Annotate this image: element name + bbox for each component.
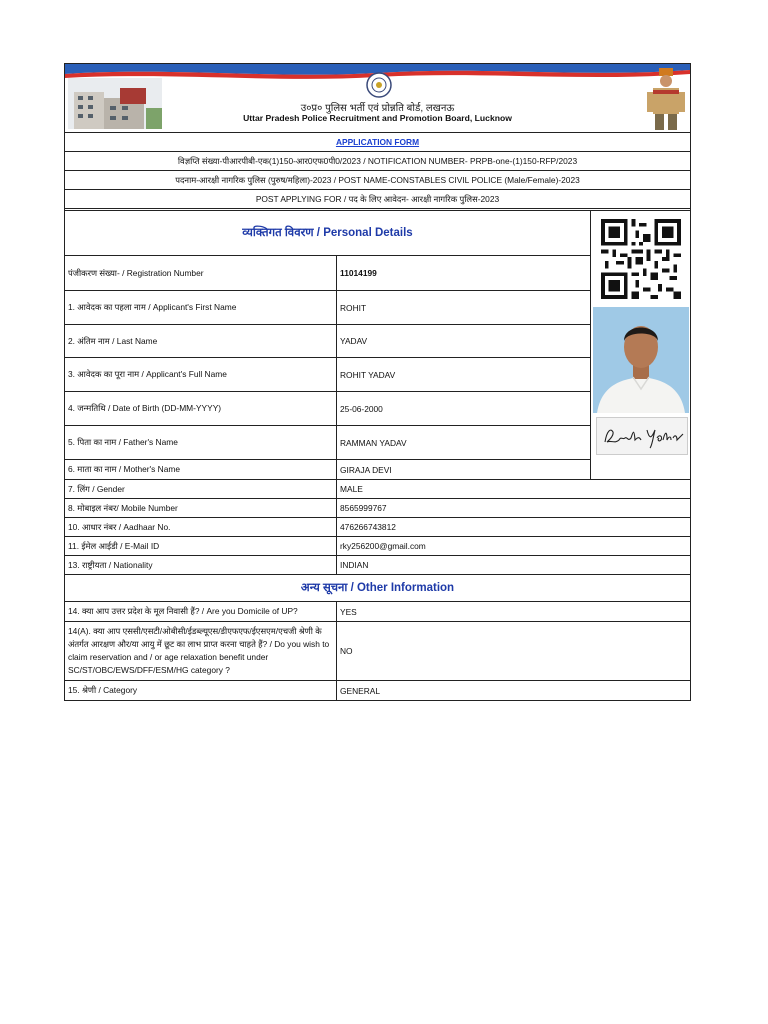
nationality-value: INDIAN: [340, 560, 369, 570]
table-row: [65, 256, 591, 291]
personal-details-grid: [65, 211, 591, 479]
police-emblem-icon: [366, 72, 392, 98]
category-label: 15. श्रेणी / Category: [65, 681, 337, 700]
first-name-value: ROHIT: [340, 302, 367, 313]
police-officer-image: [645, 68, 687, 130]
last-name-label: 2. अंतिम नाम / Last Name: [65, 325, 337, 357]
table-row: [65, 537, 690, 556]
full-name-value: ROHIT YADAV: [340, 369, 396, 380]
aadhaar-value: 476266743812: [340, 522, 396, 532]
form-header: [65, 64, 690, 133]
table-row: [65, 325, 591, 358]
table-row: [65, 499, 690, 518]
domicile-label: 14. क्या आप उत्तर प्रदेश के मूल निवासी हैं? / Are you Domicile of UP?: [65, 602, 337, 621]
category-value: GENERAL: [340, 685, 381, 696]
aadhaar-label: 10. आधार नंबर / Aadhaar No.: [65, 518, 337, 536]
gender-label: 7. लिंग / Gender: [65, 480, 337, 498]
table-row: [65, 426, 591, 460]
qr-code-icon: [599, 219, 683, 299]
other-information-heading: अन्य सूचना / Other Information: [65, 575, 690, 602]
applicant-signature: [596, 417, 688, 455]
notification-number: विज्ञप्ति संख्या-पीआरपीबी-एक(1)150-आर0एफ0पी0/2023 / NOTIFICATION NUMBER- PRPB-one-(1)150-RFP/2023: [65, 152, 690, 171]
table-row: [65, 681, 690, 700]
photo-column: [591, 211, 692, 479]
table-row: [65, 518, 690, 537]
post-name: पदनाम-आरक्षी नागरिक पुलिस (पुरुष/महिला)-2023 / POST NAME-CONSTABLES CIVIL POLICE (Male/Female)-2023: [65, 171, 690, 190]
last-name-value: YADAV: [340, 336, 368, 346]
table-row: [65, 602, 690, 622]
table-row: [65, 291, 591, 325]
registration-number-value: 11014199: [340, 268, 377, 278]
mother-name-value: GIRAJA DEVI: [340, 464, 392, 475]
email-label: 11. ईमेल आईडी / E-Mail ID: [65, 537, 337, 555]
domicile-value: YES: [340, 606, 357, 617]
reservation-claim-label: 14(A). क्या आप एससी/एसटी/ओबीसी/ईडब्ल्यूएस/डीएफएफ/ईएसएम/एचजी श्रेणी के अंतर्गत आरक्षण और/या आयु में छूट का लाभ प्राप्त करना चाहते हैं? / Do you wish to claim reservation and / or age relaxation benefit under SC/ST/OBC/EWS/DFF/ESM/HG category ?: [65, 622, 337, 680]
first-name-label: 1. आवेदक का पहला नाम / Applicant's First Name: [65, 291, 337, 324]
registration-number-label: पंजीकरण संख्या- / Registration Number: [65, 256, 337, 290]
mother-name-label: 6. माता का नाम / Mother's Name: [65, 460, 337, 479]
dob-label: 4. जन्मतिथि / Date of Birth (DD-MM-YYYY): [65, 392, 337, 425]
personal-details-heading: व्यक्तिगत विवरण / Personal Details: [65, 211, 591, 256]
table-row: [65, 556, 690, 575]
header-title-hindi: उ०प्र० पुलिस भर्ती एवं प्रोन्नति बोर्ड, लखनऊ: [300, 103, 455, 114]
nationality-label: 13. राष्ट्रीयता / Nationality: [65, 556, 337, 574]
table-row: [65, 480, 690, 499]
reservation-claim-value: NO: [340, 646, 353, 656]
table-row: [65, 358, 591, 392]
full-name-label: 3. आवेदक का पूरा नाम / Applicant's Full Name: [65, 358, 337, 391]
header-title-english: Uttar Pradesh Police Recruitment and Promotion Board, Lucknow: [243, 113, 512, 123]
form-title: APPLICATION FORM: [65, 133, 690, 152]
applicant-photo: [593, 307, 689, 413]
mobile-value: 8565999767: [340, 503, 387, 513]
email-value: rky256200@gmail.com: [340, 541, 426, 551]
personal-details-section: [65, 211, 690, 480]
application-form-sheet: [64, 63, 691, 701]
gender-value: MALE: [340, 484, 363, 494]
father-name-value: RAMMAN YADAV: [340, 437, 407, 448]
table-row: [65, 622, 690, 681]
dob-value: 25-06-2000: [340, 403, 383, 414]
post-applying-for: POST APPLYING FOR / पद के लिए आवेदन- आरक्षी नागरिक पुलिस-2023: [65, 190, 690, 209]
father-name-label: 5. पिता का नाम / Father's Name: [65, 426, 337, 459]
table-row: [65, 460, 591, 479]
mobile-label: 8. मोबाइल नंबर/ Mobile Number: [65, 499, 337, 517]
table-row: [65, 392, 591, 426]
